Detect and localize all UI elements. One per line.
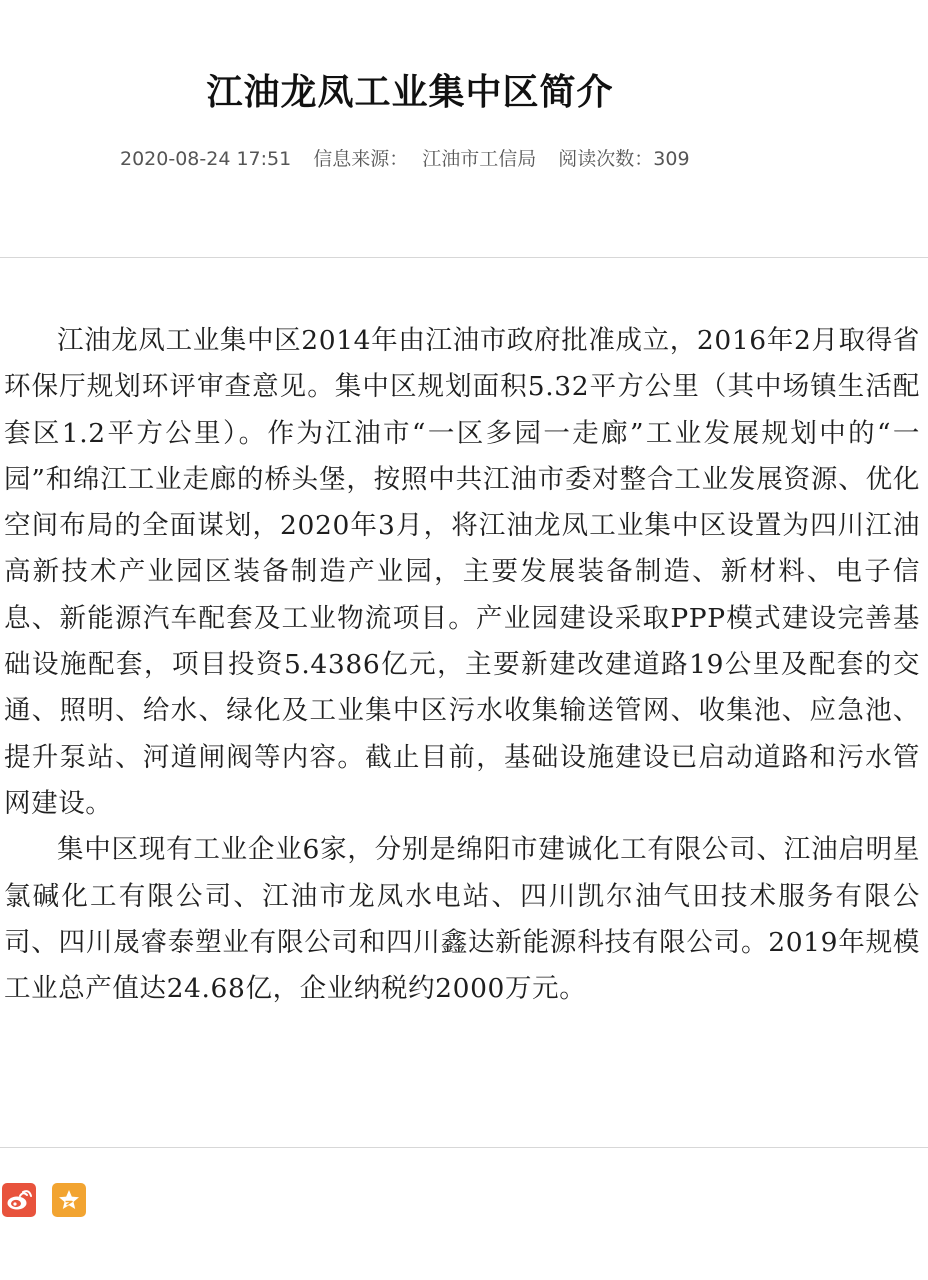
article-body [0, 318, 920, 1012]
article-paragraph: 集中区现有工业企业6家，分别是绵阳市建诚化工有限公司、江油启明星氯碱化工有限公司、江油市龙凤水电站、四川凯尔油气田技术服务有限公司、四川晟睿泰塑业有限公司和四川鑫达新能源科技有限公司。2019年规模工业总产值达24.68亿，企业纳税约2000万元。 [4, 834, 920, 1005]
share-bar [2, 1183, 86, 1217]
header-divider [0, 257, 928, 258]
article-paragraph: 江油龙凤工业集中区2014年由江油市政府批准成立，2016年2月取得省环保厅规划环评审查意见。集中区规划面积5.32平方公里（其中场镇生活配套区1.2平方公里）。作为江油市“一区多园一走廊”工业发展规划中的“一园”和绵江工业走廊的桥头堡，按照中共江油市委对整合工业发展资源、优化空间布局的全面谋划，2020年3月，将江油龙凤工业集中区设置为四川江油高新技术产业园区装备制造产业园，主要发展装备制造、新材料、电子信息、新能源汽车配套及工业物流项目。产业园建设采取PPP模式建设完善基础设施配套，项目投资5.4386亿元，主要新建改建道路19公里及配套的交通、照明、给水、绿化及工业集中区污水收集输送管网、收集池、应急池、提升泵站、河道闸阀等内容。截止目前，基础设施建设已启动道路和污水管网建设。 [4, 325, 920, 819]
weibo-icon [6, 1189, 32, 1211]
views-count: 309 [653, 148, 690, 170]
share-weibo-button[interactable] [2, 1183, 36, 1217]
footer-divider [0, 1147, 928, 1148]
publish-datetime: 2020-08-24 17:51 [120, 148, 292, 170]
views-label: 阅读次数： [558, 148, 654, 170]
source-value: 江油市工信局 [422, 148, 537, 170]
article-meta [120, 145, 690, 173]
share-qzone-button[interactable] [52, 1183, 86, 1217]
page-title: 江油龙凤工业集中区简介 [206, 72, 614, 113]
article-header [0, 0, 928, 258]
source-label: 信息来源： [313, 148, 409, 170]
qzone-star-icon [57, 1188, 81, 1212]
